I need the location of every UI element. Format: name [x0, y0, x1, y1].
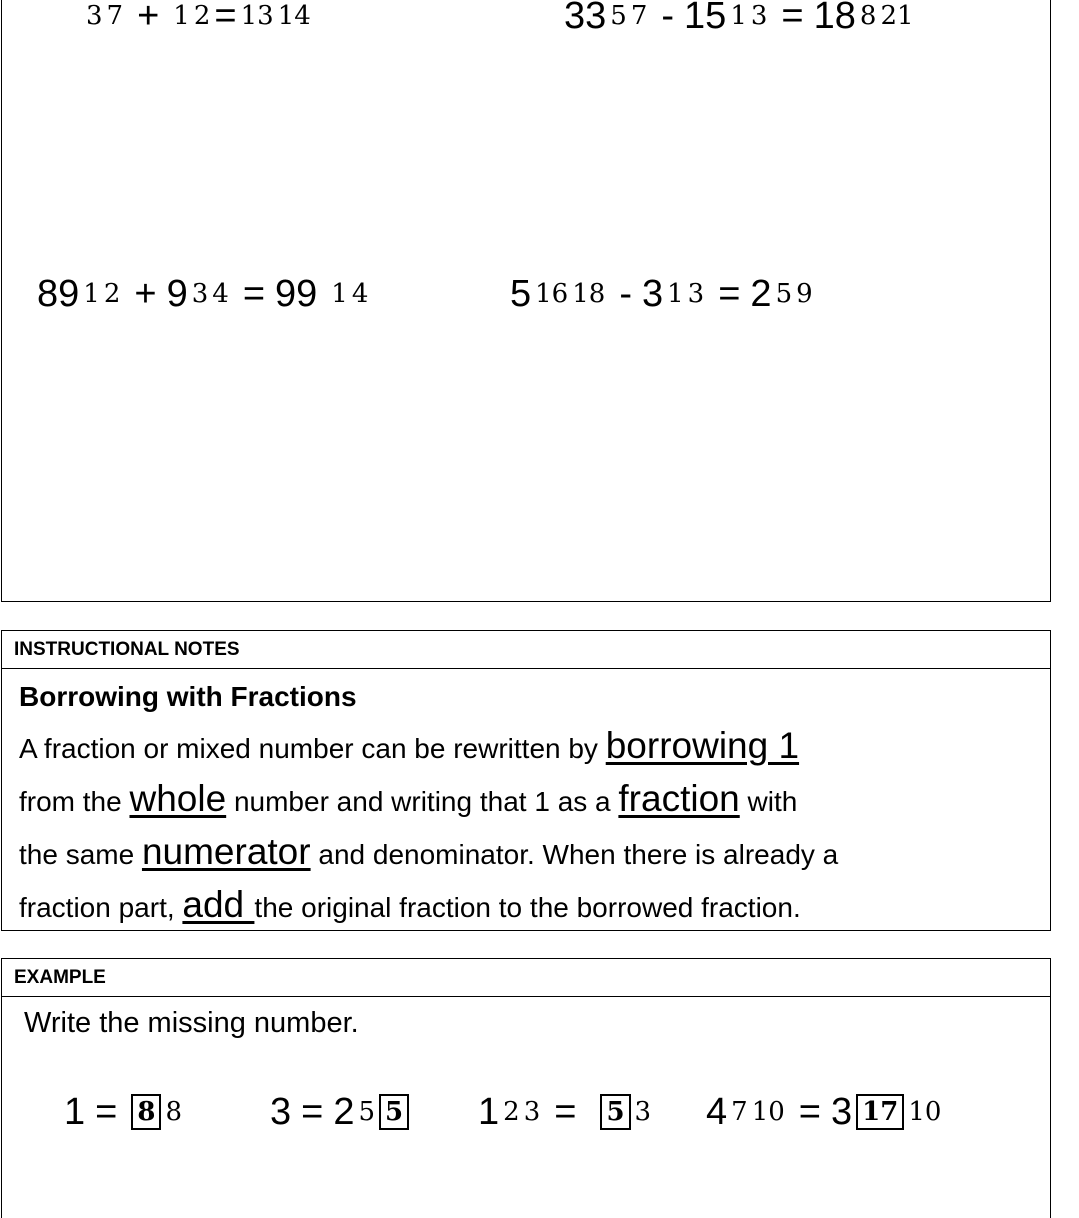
whole-number: 9	[166, 273, 188, 315]
equals-sign: =	[242, 273, 266, 315]
fraction-result	[239, 3, 313, 29]
whole-number: 33	[564, 0, 607, 37]
denominator: 18	[572, 279, 606, 309]
whole-number: 89	[37, 273, 80, 315]
numerator: 5	[358, 1097, 376, 1127]
denominator: 7	[630, 1, 648, 31]
fill-in-answer: add	[182, 884, 255, 925]
fraction-answer	[854, 1099, 943, 1125]
whole-number: 18	[813, 0, 856, 37]
numerator: 3	[86, 1, 103, 31]
answer-box: 5	[379, 1094, 409, 1130]
whole-number: 4	[706, 1091, 728, 1133]
denominator: 4	[212, 279, 229, 309]
fraction-answer	[129, 1099, 184, 1125]
fraction-left	[729, 1099, 787, 1125]
equals-sign: =	[95, 1091, 118, 1133]
numerator: 1	[83, 279, 100, 309]
problem-4	[510, 275, 817, 313]
example-1	[64, 1093, 186, 1131]
equals-sign: =	[554, 1091, 577, 1133]
numerator: 3	[191, 279, 209, 309]
fraction-b	[190, 281, 231, 307]
example-3	[478, 1093, 655, 1131]
answer-box: 17	[856, 1094, 904, 1130]
example-instruction: Write the missing number.	[24, 1007, 359, 1039]
whole-number: 3	[270, 1091, 292, 1133]
notes-line-3: the same numerator and denominator. When there is already a	[19, 831, 839, 872]
example-4	[706, 1093, 945, 1131]
notes-title: Borrowing with Fractions	[19, 681, 357, 712]
fraction-answer	[598, 1099, 653, 1125]
denominator: 3	[687, 279, 705, 309]
fraction-a	[608, 3, 649, 29]
denominator: 2	[193, 1, 211, 31]
problem-2	[564, 0, 918, 35]
whole-number: 15	[684, 0, 727, 37]
denominator: 14	[277, 1, 311, 31]
denominator: 3	[523, 1097, 541, 1127]
example-header: EXAMPLE	[2, 959, 1050, 997]
whole-number: 1	[478, 1091, 500, 1133]
whole-number: 3	[830, 1091, 853, 1133]
numerator: 13	[240, 1, 274, 31]
problem-1	[82, 0, 315, 35]
fill-in-answer: fraction	[618, 778, 740, 819]
numerator: 7	[731, 1097, 748, 1127]
numerator: 8	[859, 1, 877, 31]
denominator: 10	[908, 1097, 942, 1127]
fraction-left	[501, 1099, 542, 1125]
example-box	[1, 958, 1051, 1218]
operator: -	[661, 0, 675, 37]
fill-in-answer: whole	[129, 778, 227, 819]
answer-box: 5	[600, 1094, 630, 1130]
whole-number: 1	[64, 1091, 86, 1133]
whole-number: 3	[641, 273, 664, 315]
notes-header: INSTRUCTIONAL NOTES	[2, 631, 1050, 669]
notes-line-4: fraction part, add the original fraction to the borrowed fraction.	[19, 884, 801, 925]
fraction-a	[81, 281, 122, 307]
denominator: 3	[634, 1097, 652, 1127]
fill-in-answer: numerator	[141, 831, 311, 872]
equals-sign: =	[798, 1091, 821, 1133]
answer-box: 8	[131, 1094, 161, 1130]
fraction-result	[858, 3, 916, 29]
problems-box	[1, 0, 1051, 602]
fraction-result	[329, 281, 370, 307]
operator: -	[619, 273, 632, 315]
problem-3	[37, 275, 372, 313]
whole-number: 5	[510, 273, 532, 315]
equals-sign: =	[781, 0, 804, 37]
notes-line-1: A fraction or mixed number can be rewritten by borrowing 1	[19, 725, 800, 766]
fraction-answer	[356, 1099, 411, 1125]
denominator: 7	[106, 1, 124, 31]
denominator: 9	[796, 279, 813, 309]
instructional-notes-box	[1, 630, 1051, 931]
whole-number: 99	[275, 273, 318, 315]
equals-sign: =	[301, 1091, 324, 1133]
notes-line-2: from the whole number and writing that 1 as a fraction with	[19, 778, 798, 819]
numerator: 1	[331, 279, 348, 309]
denominator: 4	[351, 279, 369, 309]
denominator: 2	[103, 279, 121, 309]
fraction-result	[774, 281, 815, 307]
numerator: 16	[535, 279, 569, 309]
denominator: 10	[751, 1097, 785, 1127]
whole-number: 2	[333, 1091, 355, 1133]
numerator: 5	[610, 1, 627, 31]
whole-number: 2	[750, 273, 772, 315]
operator: +	[134, 273, 157, 315]
numerator: 2	[503, 1097, 520, 1127]
fraction-b	[665, 281, 706, 307]
operator: +	[137, 0, 160, 37]
fraction-a	[84, 3, 125, 29]
equals-sign: =	[718, 273, 741, 315]
denominator: 21	[880, 1, 914, 31]
equals-sign: =	[214, 0, 237, 37]
notes-body	[2, 669, 1050, 933]
numerator: 1	[173, 1, 190, 31]
denominator: 3	[750, 1, 768, 31]
fraction-b	[171, 3, 212, 29]
numerator: 1	[667, 279, 684, 309]
example-2	[270, 1093, 413, 1131]
fraction-b	[728, 3, 769, 29]
numerator: 5	[775, 279, 793, 309]
denominator: 8	[165, 1097, 182, 1127]
fill-in-answer: borrowing 1	[605, 725, 800, 766]
numerator: 1	[730, 1, 747, 31]
fraction-a	[533, 281, 607, 307]
